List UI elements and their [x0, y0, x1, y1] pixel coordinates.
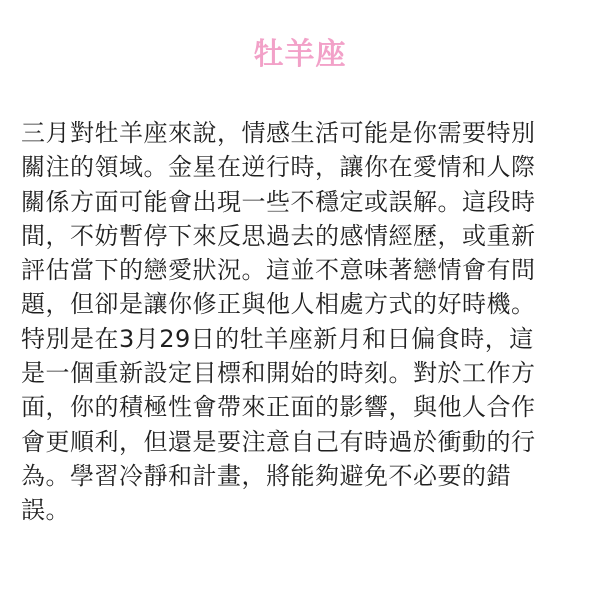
article-line: 題，但卻是讓你修正與他人相處方式的好時機。	[21, 290, 536, 319]
article-line: 誤。	[21, 496, 70, 525]
article-line: 三月對牡羊座來說，情感生活可能是你需要特別	[21, 119, 536, 147]
article-line: 關注的領域。金星在逆行時，讓你在愛情和人際	[21, 153, 536, 182]
article-line: 為。學習冷靜和計畫，將能夠避免不必要的錯	[21, 461, 511, 490]
article-line: 會更順利，但還是要注意自己有時過於衝動的行	[21, 427, 536, 456]
page-title: 牡羊座	[253, 37, 347, 72]
article-line: 關係方面可能會出現一些不穩定或誤解。這段時	[21, 187, 536, 216]
article-body	[21, 116, 583, 528]
article-line: 面，你的積極性會帶來正面的影響，與他人合作	[21, 393, 536, 422]
article-line: 是一個重新設定目標和開始的時刻。對於工作方	[21, 359, 536, 388]
article-line: 間，不妨暫停下來反思過去的感情經歷，或重新	[21, 221, 536, 250]
article-line: 評估當下的戀愛狀況。這並不意味著戀情會有問	[21, 256, 536, 285]
article-line: 特別是在3月29日的牡羊座新月和日偏食時，這	[21, 324, 534, 353]
